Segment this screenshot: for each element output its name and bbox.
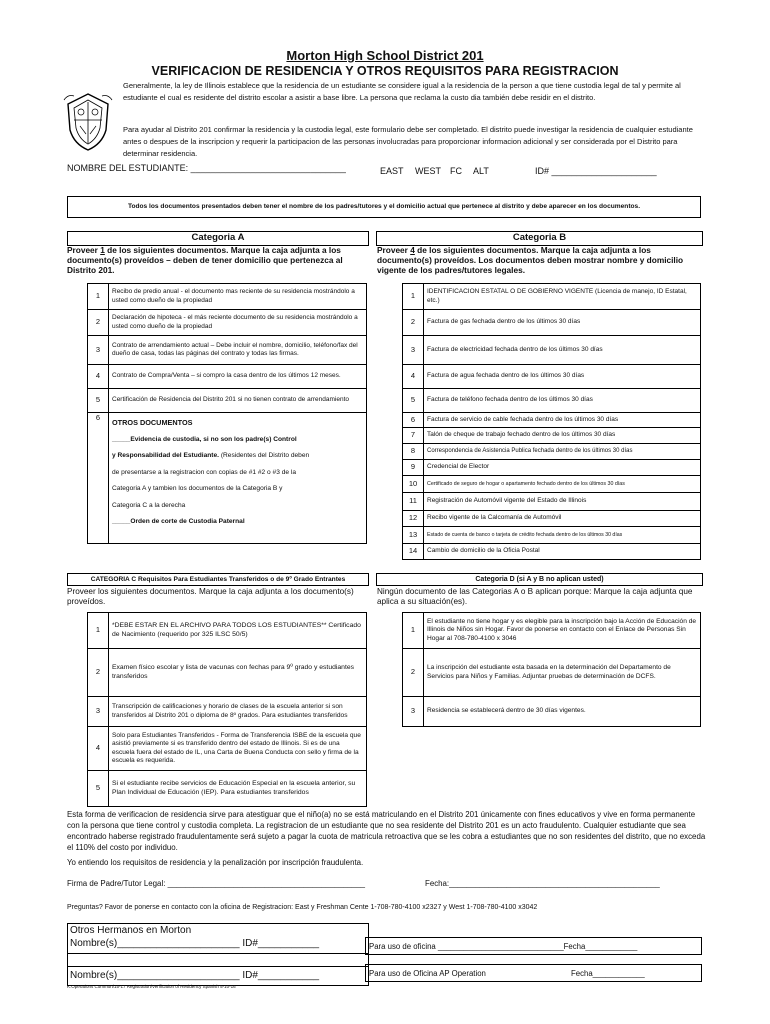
item-number: 1 — [403, 613, 424, 649]
siblings-title: Otros Hermanos en Morton — [70, 925, 192, 936]
office-ap-date[interactable]: Fecha____________ — [571, 969, 645, 978]
district-title: Morton High School District 201 — [286, 48, 484, 63]
category-b-item-3[interactable]: Factura de electricidad fechada dentro de los últimos 30 días — [424, 336, 701, 365]
understanding-statement: Yo entiendo los requisitos de residencia y la penalización por inscripción fraudulenta. — [67, 858, 364, 867]
student-id-field[interactable]: ID# _____________________ — [535, 166, 657, 176]
school-alt[interactable]: ALT — [473, 166, 489, 176]
custody-note-line: Categoria A y tambien los documentos de la Categoria B y — [112, 485, 283, 492]
table-row — [403, 428, 701, 444]
item-number: 1 — [403, 284, 424, 310]
questions-contact: Preguntas? Favor de ponerse en contacto con la oficina de Registracion: East y Freshman Cente 1-708-780-4100 x2327 y West 1-708-780-4100 x3042 — [67, 904, 538, 911]
table-row — [403, 613, 701, 649]
parent-signature-field[interactable]: Firma de Padre/Tutor Legal: _____________________________________________ — [67, 879, 366, 888]
table-row — [403, 444, 701, 460]
table-row — [88, 336, 367, 365]
category-c-item-2[interactable]: Examen físico escolar y lista de vacunas con fechas para 9º grado y estudiantes transferidos — [109, 649, 367, 697]
item-number: 14 — [403, 544, 424, 560]
category-c-instructions: Proveer los siguientes documentos. Marque la caja adjunta a los documento(s) proveídos. — [67, 587, 354, 606]
school-west[interactable]: WEST — [415, 166, 441, 176]
custody-note-line: Categoria C a la derecha — [112, 501, 186, 509]
item-number: 3 — [403, 336, 424, 365]
footer-path: K:Operations Common/15-17 Registration/Verification of Residency Spanish 5-10-16 — [67, 984, 236, 989]
item-number: 2 — [88, 649, 109, 697]
category-b-item-1[interactable]: IDENTIFICACION ESTATAL O DE GOBIERNO VIGENTE (Licencia de manejo, ID Estatal, etc.) — [424, 284, 701, 310]
item-number: 5 — [403, 389, 424, 413]
category-d-table — [402, 612, 701, 727]
item-number: 6 — [403, 413, 424, 428]
category-b-item-4[interactable]: Factura de agua fechada dentro de los últimos 30 días — [424, 365, 701, 389]
category-a-item-3[interactable]: Contrato de arrendamiento actual – Debe incluir el nombre, domicilio, teléfono/fax del dueño de casa, todas las páginas del contrato y todas las firmas. — [109, 336, 367, 365]
category-d-item-2[interactable]: La inscripción del estudiante esta basada en la determinación del Departamento de Servicios para Niños y Familias. Adjuntar pruebas de determinación de DCFS. — [424, 649, 701, 697]
category-b-item-7[interactable]: Talón de cheque de trabajo fechado dentro de los últimos 30 días — [424, 428, 701, 444]
category-a-item-4[interactable]: Contrato de Compra/Venta – si compro la casa dentro de los últimos 12 meses. — [109, 365, 367, 389]
table-row — [88, 697, 367, 727]
siblings-box — [67, 923, 369, 986]
attestation-paragraph: Esta forma de verificacion de residencia sirve para atestiguar que el niño(a) no se está matriculando en el Distrito 201 únicamente con fines educativos y vive en forma permanente con la persona que tiene control y custodia completa. La registracion de un estudiante que no sea residente del Distrito 201 es un acto fraudulento. Cualquier estudiante que sea encontrado haberse registrado fraudulentamente será sujeto a pagar la cuota de matricula retroactiva que se les cobra a estudiantes que no son residentes del distrito, que no exceda el 110% del costo por individuo. — [67, 810, 706, 852]
category-b-item-10[interactable]: Certificado de seguro de hogar o apartamento fechado dentro de los últimos 30 días — [424, 476, 701, 493]
table-row — [403, 476, 701, 493]
table-row — [88, 771, 367, 807]
form-title: VERIFICACION DE RESIDENCIA Y OTROS REQUISITOS PARA REGISTRACION — [151, 64, 619, 78]
table-row — [403, 511, 701, 527]
table-row — [88, 284, 367, 310]
category-b-instructions: Proveer 4 de los siguientes documentos. Marque la caja adjunta a los documento(s) proveídos. Los documentos deben mostrar nombre y domicilio vigente de los padres/tutores legales. — [377, 245, 684, 275]
school-east[interactable]: EAST — [380, 166, 404, 176]
category-b-item-13[interactable]: Estado de cuenta de banco o tarjeta de crédito fechada dentro de los últimos 30 días — [424, 527, 701, 544]
item-number: 8 — [403, 444, 424, 460]
item-number: 10 — [403, 476, 424, 493]
table-row — [403, 413, 701, 428]
custody-evidence-line[interactable]: _____Evidencia de custodia, si no son los padre(s) Control — [112, 435, 297, 443]
category-b-item-12[interactable]: Recibo vigente de la Calcomanía de Automóvil — [424, 511, 701, 527]
office-use-row-2[interactable] — [365, 964, 702, 982]
category-b-title: Categoria B — [376, 231, 703, 246]
category-d-item-3[interactable]: Residencia se establecerá dentro de 30 días vigentes. — [424, 697, 701, 727]
category-c-item-3[interactable]: Transcripción de calificaciones y horario de clases de la escuela anterior si son transferidos al Distrito 201 o diploma de 8º grados. Para estudiantes transferidos — [109, 697, 367, 727]
item-number: 7 — [403, 428, 424, 444]
table-row — [403, 310, 701, 336]
office-use-row-1[interactable]: Para uso de oficina _____________________________Fecha____________ — [365, 937, 702, 955]
category-b-item-11[interactable]: Registración de Automóvil vigente del Estado de Illinois — [424, 493, 701, 511]
item-number: 3 — [88, 336, 109, 365]
category-d-item-1[interactable]: El estudiante no tiene hogar y es elegible para la inscripción bajo la Acción de Educación de Illinois de Niños sin Hogar. Favor de ponerse en contacto con el Enlace de Personas Sin Hogar al 708-780-4100 x 3046 — [424, 613, 701, 649]
table-row — [88, 389, 367, 413]
table-row — [403, 460, 701, 476]
table-row — [403, 527, 701, 544]
item-number: 4 — [88, 727, 109, 771]
item-number: 2 — [88, 310, 109, 336]
category-a-item-2[interactable]: Declaración de hipoteca - el más reciente documento de su residencia mostrándolo a usted como dueño de la propiedad — [109, 310, 367, 336]
sibling-row-1[interactable]: Nombre(s)______________________ ID#___________ — [68, 937, 368, 954]
documents-notice: Todos los documentos presentados deben tener el nombre de los padres/tutores y el domicilio actual que pertenece al distrito y debe aparecer en los documentos. — [67, 196, 701, 218]
category-a-item-5[interactable]: Certificación de Residencia del Distrito 201 si no tienen contrato de arrendamiento — [109, 389, 367, 413]
table-row — [88, 613, 367, 649]
category-c-item-1[interactable]: *DEBE ESTAR EN EL ARCHIVO PARA TODOS LOS ESTUDIANTES** Certificado de Nacimiento (requerido por 325 ILSC 50/5) — [109, 613, 367, 649]
item-number: 2 — [403, 649, 424, 697]
item-number: 1 — [88, 284, 109, 310]
category-b-table — [402, 283, 701, 560]
table-row — [88, 310, 367, 336]
category-c-item-4[interactable]: Solo para Estudiantes Transferidos - Forma de Transferencia ISBE de la escuela que asistió previamente si es transferido dentro del estado de Illinois. Si es de una escuela fuera del estado de IL, una Carta de Buena Conducta con sello y firma de la escuela es requerida. — [109, 727, 367, 771]
signature-date-field[interactable]: Fecha:________________________________________________ — [425, 879, 660, 888]
category-a-item-1[interactable]: Recibo de predio anual - el documento mas reciente de su residencia mostrándolo a usted como dueño de la propiedad — [109, 284, 367, 310]
table-row — [403, 284, 701, 310]
table-row — [88, 649, 367, 697]
student-name-field[interactable]: NOMBRE DEL ESTUDIANTE: _______________________________ — [67, 163, 346, 173]
table-row — [403, 336, 701, 365]
table-row — [88, 413, 367, 544]
item-number: 5 — [88, 771, 109, 807]
category-c-table — [87, 612, 367, 807]
table-row — [403, 544, 701, 560]
intro-paragraph-1: Generalmente, la ley de Illinois establece que la residencia de un estudiante se considere igual a la residencia de la person a que tiene custodia legal de tal y permite al estudiante el cual es residente del distrito escolar a asistir a base libre. La persona que reclama la custo dia también debe residir en el distrito. — [123, 81, 681, 102]
other-documents-title: OTROS DOCUMENTOS — [112, 418, 193, 427]
item-number: 4 — [403, 365, 424, 389]
custody-order-line[interactable]: _____Orden de corte de Custodia Paternal — [112, 518, 245, 525]
category-b-item-14[interactable]: Cambio de domicilio de la Oficia Postal — [424, 544, 701, 560]
category-d-title: Categoria D (si A y B no aplican usted) — [376, 573, 703, 586]
item-number: 4 — [88, 365, 109, 389]
intro-paragraph-2: Para ayudar al Distrito 201 confirmar la residencia y la custodia legal, este formulario debe ser completado. El distrito puede investigar la residencia de cualquier estudiante antes o despues de la inscripcion y requerir la participacion de las personas involucradas para proporcionar informacion adicional y ser considerada por el Distrito para determinar residencia. — [123, 125, 693, 158]
category-a-instructions: Proveer 1 de los siguientes documentos. Marque la caja adjunta a los documento(s) proveídos – deben de tener domicilio que pertenezca al Distrito 201. — [67, 245, 343, 275]
category-c-item-5[interactable]: Si el estudiante recibe servicios de Educación Especial en la escuela anterior, su Plan Individual de Educación (IEP). Para estudiantes transferidos — [109, 771, 367, 807]
custody-note-line: de presentarse a la registracion con copias de #1 #2 o #3 de la — [112, 468, 297, 476]
category-a-item-6[interactable] — [109, 413, 367, 544]
item-number: 2 — [403, 310, 424, 336]
item-number: 13 — [403, 527, 424, 544]
category-b-item-2[interactable]: Factura de gas fechada dentro de los últimos 30 días — [424, 310, 701, 336]
table-row — [88, 365, 367, 389]
item-number: 3 — [403, 697, 424, 727]
table-row — [403, 493, 701, 511]
school-fc[interactable]: FC — [450, 166, 462, 176]
category-b-item-8[interactable]: Correspondencia de Asistencia Publica fechada dentro de los últimos 30 días — [424, 444, 701, 460]
table-row — [403, 365, 701, 389]
item-number: 1 — [88, 613, 109, 649]
item-number: 11 — [403, 493, 424, 511]
district-seal-icon — [62, 90, 114, 154]
item-number: 9 — [403, 460, 424, 476]
table-row — [403, 697, 701, 727]
category-b-item-9[interactable]: Credencial de Elector — [424, 460, 701, 476]
office-ap-label: Para uso de Oficina AP Operation — [369, 969, 486, 978]
sibling-row-2[interactable]: Nombre(s)______________________ ID#___________ — [70, 970, 320, 981]
category-a-table — [87, 283, 367, 544]
item-number: 3 — [88, 697, 109, 727]
item-number: 12 — [403, 511, 424, 527]
category-a-title: Categoria A — [67, 231, 369, 246]
item-number: 5 — [88, 389, 109, 413]
item-number: 6 — [88, 413, 109, 544]
category-c-title: CATEGORIA C Requisitos Para Estudiantes Transferidos o de 9º Grado Entrantes — [67, 573, 369, 586]
category-d-instructions: Ningún documento de las Categorias A o B aplican porque: Marque la caja adjunta que aplica a su situación(es). — [377, 587, 693, 606]
category-b-item-6[interactable]: Factura de servicio de cable fechada dentro de los últimos 30 días — [424, 413, 701, 428]
table-row — [403, 389, 701, 413]
custody-note-line: y Responsabilidad del Estudiante. (Residentes del Distrito deben — [112, 452, 310, 459]
table-row — [403, 649, 701, 697]
table-row — [88, 727, 367, 771]
category-b-item-5[interactable]: Factura de teléfono fechada dentro de los últimos 30 días — [424, 389, 701, 413]
